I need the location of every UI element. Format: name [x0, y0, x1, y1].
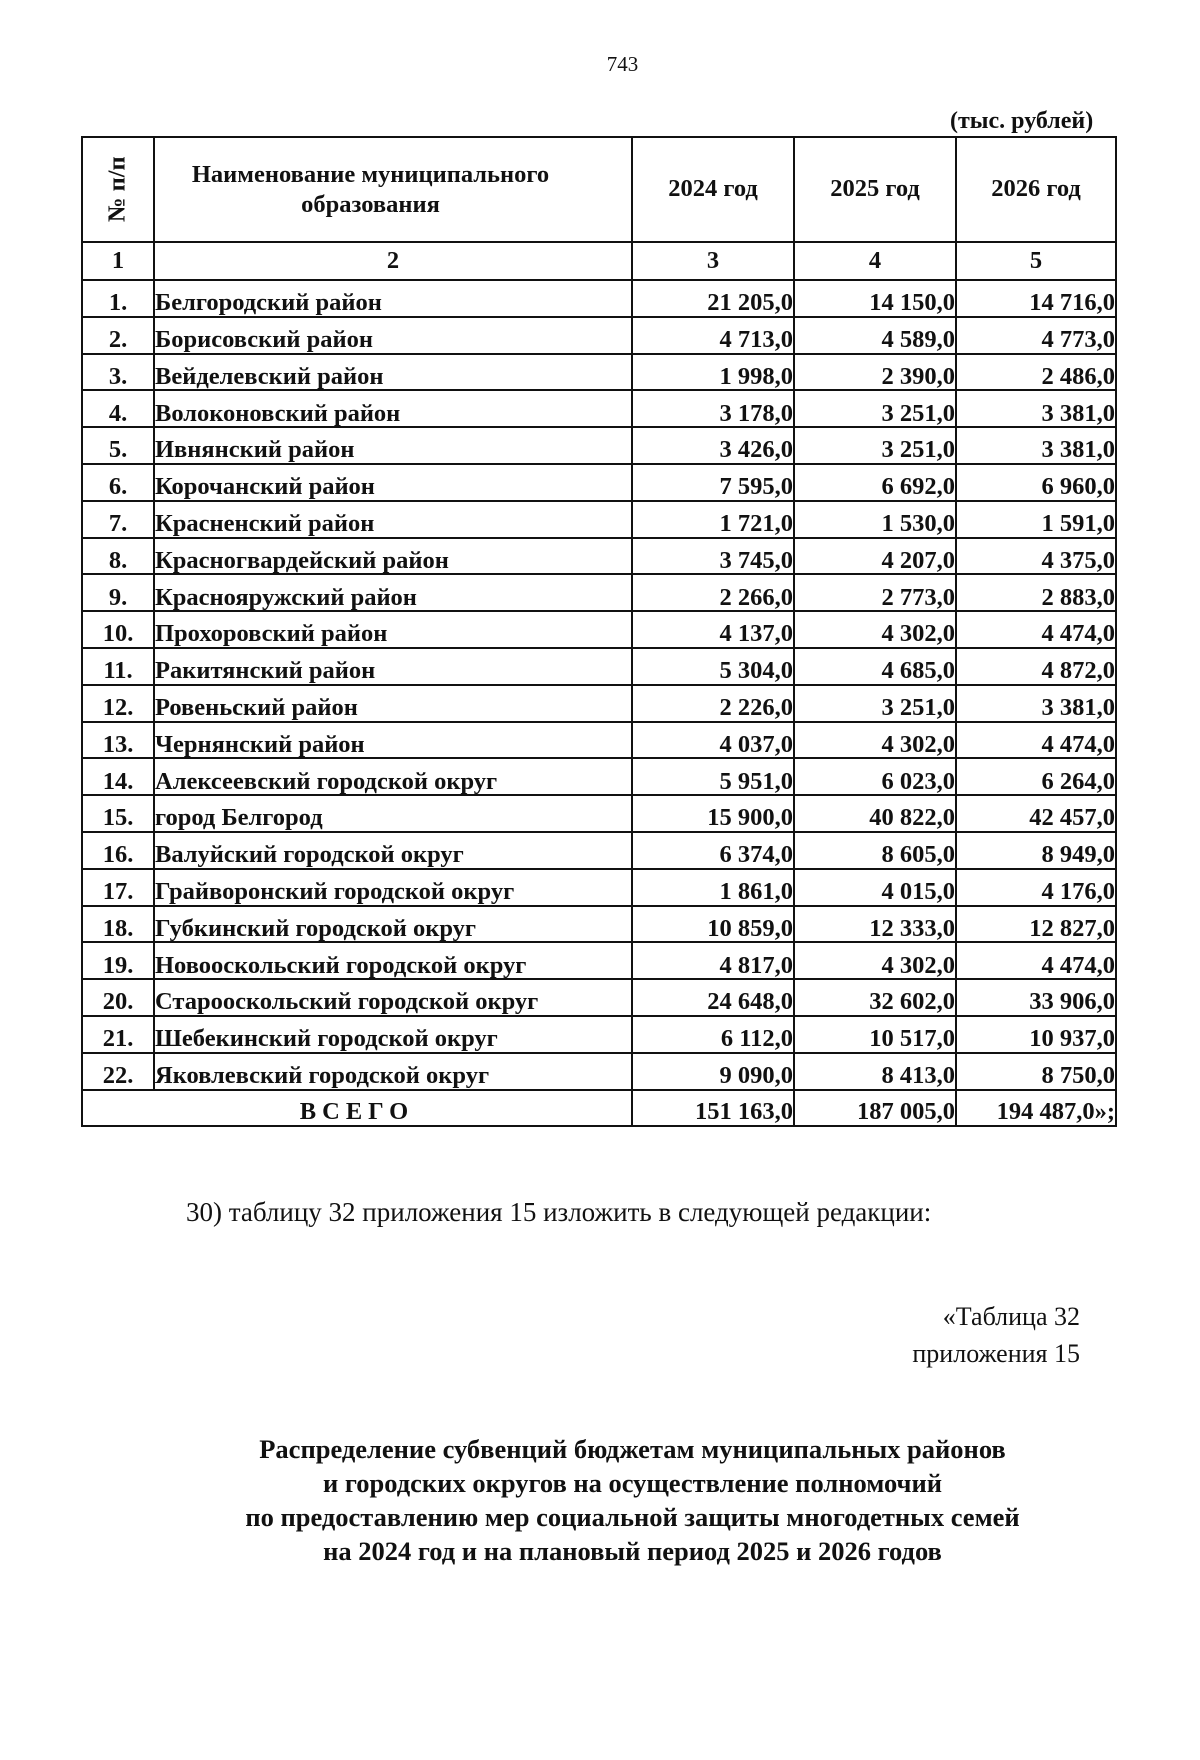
amendment-instruction: 30) таблицу 32 приложения 15 изложить в следующей редакции:: [186, 1197, 932, 1227]
row-value-2024: 4 137,0: [632, 611, 794, 648]
table-row: [82, 906, 1116, 943]
row-municipality-name: Белгородский район: [154, 280, 632, 317]
column-index: 5: [956, 242, 1116, 280]
row-value-2024: 1 861,0: [632, 869, 794, 906]
row-value-2026: 8 949,0: [956, 832, 1116, 869]
row-value-2024: 6 112,0: [632, 1016, 794, 1053]
row-value-2024: 2 226,0: [632, 685, 794, 722]
table-row: [82, 464, 1116, 501]
heading-line2: и городских округов на осуществление полномочий: [323, 1468, 942, 1498]
subvention-table: [81, 136, 1117, 1127]
row-value-2025: 4 685,0: [794, 648, 956, 685]
table-row: [82, 390, 1116, 427]
row-value-2025: 8 413,0: [794, 1053, 956, 1090]
row-number: 4.: [82, 390, 154, 427]
row-value-2025: 6 023,0: [794, 758, 956, 795]
row-number: 6.: [82, 464, 154, 501]
row-municipality-name: Вейделевский район: [154, 354, 632, 391]
table-row: [82, 979, 1116, 1016]
table-row: [82, 427, 1116, 464]
row-value-2024: 1 721,0: [632, 501, 794, 538]
row-value-2025: 10 517,0: [794, 1016, 956, 1053]
row-number: 14.: [82, 758, 154, 795]
row-number: 18.: [82, 906, 154, 943]
total-2025: 187 005,0: [794, 1090, 956, 1126]
table-row: [82, 611, 1116, 648]
row-value-2026: 3 381,0: [956, 427, 1116, 464]
row-value-2026: 3 381,0: [956, 685, 1116, 722]
row-value-2024: 7 595,0: [632, 464, 794, 501]
row-value-2024: 10 859,0: [632, 906, 794, 943]
row-number: 12.: [82, 685, 154, 722]
row-value-2024: 9 090,0: [632, 1053, 794, 1090]
row-value-2024: 4 817,0: [632, 942, 794, 979]
heading-line4: на 2024 год и на плановый период 2025 и 2026 годов: [323, 1536, 942, 1566]
row-value-2025: 14 150,0: [794, 280, 956, 317]
row-value-2025: 4 302,0: [794, 611, 956, 648]
row-municipality-name: Красненский район: [154, 501, 632, 538]
row-value-2026: 1 591,0: [956, 501, 1116, 538]
table-reference-line2: приложения 15: [912, 1339, 1080, 1368]
row-value-2024: 3 426,0: [632, 427, 794, 464]
row-value-2026: 2 883,0: [956, 574, 1116, 611]
row-number: 21.: [82, 1016, 154, 1053]
row-value-2026: 2 486,0: [956, 354, 1116, 391]
row-value-2024: 24 648,0: [632, 979, 794, 1016]
row-municipality-name: Чернянский район: [154, 722, 632, 759]
table-row: [82, 685, 1116, 722]
table-body: [82, 280, 1116, 1090]
row-municipality-name: Ровеньский район: [154, 685, 632, 722]
row-value-2026: 4 474,0: [956, 611, 1116, 648]
row-municipality-name: Старооскольский городской округ: [154, 979, 632, 1016]
row-value-2025: 4 589,0: [794, 317, 956, 354]
row-value-2026: 8 750,0: [956, 1053, 1116, 1090]
row-municipality-name: Прохоровский район: [154, 611, 632, 648]
row-municipality-name: Алексеевский городской округ: [154, 758, 632, 795]
row-value-2024: 5 951,0: [632, 758, 794, 795]
row-value-2026: 33 906,0: [956, 979, 1116, 1016]
row-value-2024: 21 205,0: [632, 280, 794, 317]
header-name-line2: образования: [301, 190, 440, 218]
row-municipality-name: город Белгород: [154, 795, 632, 832]
total-2026: 194 487,0»;: [956, 1090, 1116, 1126]
column-index-row: [82, 242, 1116, 280]
table-row: [82, 869, 1116, 906]
row-value-2026: 4 773,0: [956, 317, 1116, 354]
table-row: [82, 1053, 1116, 1090]
row-value-2026: 14 716,0: [956, 280, 1116, 317]
table-reference: [880, 1298, 1080, 1372]
row-value-2026: 4 474,0: [956, 942, 1116, 979]
row-municipality-name: Яковлевский городской округ: [154, 1053, 632, 1090]
heading-line1: Распределение субвенций бюджетам муниципальных районов: [259, 1434, 1006, 1464]
column-index: 4: [794, 242, 956, 280]
row-value-2024: 4 037,0: [632, 722, 794, 759]
row-municipality-name: Губкинский городской округ: [154, 906, 632, 943]
row-municipality-name: Ивнянский район: [154, 427, 632, 464]
row-value-2024: 1 998,0: [632, 354, 794, 391]
table-row: [82, 574, 1116, 611]
table-row: [82, 501, 1116, 538]
column-index: 3: [632, 242, 794, 280]
header-2025: 2025 год: [794, 137, 956, 242]
table-row: [82, 942, 1116, 979]
table-heading: [0, 1432, 1200, 1568]
row-number: 13.: [82, 722, 154, 759]
header-2026: 2026 год: [956, 137, 1116, 242]
row-number: 17.: [82, 869, 154, 906]
row-number: 16.: [82, 832, 154, 869]
table-row: [82, 317, 1116, 354]
row-value-2024: 15 900,0: [632, 795, 794, 832]
row-municipality-name: Краснояружский район: [154, 574, 632, 611]
row-value-2026: 6 264,0: [956, 758, 1116, 795]
total-row: [82, 1090, 1116, 1126]
table-row: [82, 1016, 1116, 1053]
table-row: [82, 280, 1116, 317]
row-value-2025: 6 692,0: [794, 464, 956, 501]
table-row: [82, 758, 1116, 795]
row-number: 22.: [82, 1053, 154, 1090]
row-value-2026: 4 375,0: [956, 538, 1116, 575]
table-row: [82, 832, 1116, 869]
table-row: [82, 722, 1116, 759]
row-value-2025: 32 602,0: [794, 979, 956, 1016]
table-row: [82, 795, 1116, 832]
row-value-2026: 6 960,0: [956, 464, 1116, 501]
row-municipality-name: Красногвардейский район: [154, 538, 632, 575]
row-number: 7.: [82, 501, 154, 538]
row-value-2024: 4 713,0: [632, 317, 794, 354]
row-value-2025: 1 530,0: [794, 501, 956, 538]
row-value-2025: 4 207,0: [794, 538, 956, 575]
column-index: 2: [154, 242, 632, 280]
header-name-line1: Наименование муниципального: [191, 161, 550, 189]
row-municipality-name: Грайворонский городской округ: [154, 869, 632, 906]
row-number: 3.: [82, 354, 154, 391]
table-reference-line1: «Таблица 32: [942, 1302, 1080, 1331]
row-municipality-name: Волоконовский район: [154, 390, 632, 427]
page-number: 743: [606, 52, 639, 76]
row-value-2024: 6 374,0: [632, 832, 794, 869]
row-number: 19.: [82, 942, 154, 979]
row-value-2026: 4 872,0: [956, 648, 1116, 685]
row-number: 1.: [82, 280, 154, 317]
table-row: [82, 538, 1116, 575]
row-value-2024: 3 745,0: [632, 538, 794, 575]
row-municipality-name: Борисовский район: [154, 317, 632, 354]
row-value-2024: 2 266,0: [632, 574, 794, 611]
row-municipality-name: Валуйский городской округ: [154, 832, 632, 869]
row-value-2025: 3 251,0: [794, 427, 956, 464]
row-municipality-name: Корочанский район: [154, 464, 632, 501]
row-value-2025: 4 302,0: [794, 942, 956, 979]
row-municipality-name: Шебекинский городской округ: [154, 1016, 632, 1053]
row-number: 20.: [82, 979, 154, 1016]
unit-note: (тыс. рублей): [950, 108, 1094, 134]
row-value-2025: 2 390,0: [794, 354, 956, 391]
row-value-2026: 4 474,0: [956, 722, 1116, 759]
table-row: [82, 648, 1116, 685]
row-value-2025: 3 251,0: [794, 685, 956, 722]
row-number: 8.: [82, 538, 154, 575]
row-value-2025: 3 251,0: [794, 390, 956, 427]
row-value-2026: 10 937,0: [956, 1016, 1116, 1053]
row-value-2025: 12 333,0: [794, 906, 956, 943]
header-2024: 2024 год: [632, 137, 794, 242]
row-number: 10.: [82, 611, 154, 648]
header-name: [154, 137, 632, 242]
table-row: [82, 354, 1116, 391]
header-num-label: № п/п: [103, 156, 131, 223]
row-number: 5.: [82, 427, 154, 464]
row-value-2026: 3 381,0: [956, 390, 1116, 427]
table-header-row: [82, 137, 1116, 242]
row-value-2026: 12 827,0: [956, 906, 1116, 943]
row-value-2024: 3 178,0: [632, 390, 794, 427]
total-label: ВСЕГО: [82, 1090, 632, 1126]
column-index: 1: [82, 242, 154, 280]
row-value-2024: 5 304,0: [632, 648, 794, 685]
row-value-2025: 2 773,0: [794, 574, 956, 611]
row-municipality-name: Новооскольский городской округ: [154, 942, 632, 979]
row-value-2026: 42 457,0: [956, 795, 1116, 832]
row-value-2025: 8 605,0: [794, 832, 956, 869]
header-num: [82, 137, 154, 242]
row-municipality-name: Ракитянский район: [154, 648, 632, 685]
total-2024: 151 163,0: [632, 1090, 794, 1126]
row-value-2025: 4 302,0: [794, 722, 956, 759]
row-value-2026: 4 176,0: [956, 869, 1116, 906]
row-number: 11.: [82, 648, 154, 685]
row-value-2025: 4 015,0: [794, 869, 956, 906]
row-number: 2.: [82, 317, 154, 354]
row-number: 9.: [82, 574, 154, 611]
heading-line3: по предоставлению мер социальной защиты многодетных семей: [245, 1502, 1020, 1532]
row-number: 15.: [82, 795, 154, 832]
row-value-2025: 40 822,0: [794, 795, 956, 832]
